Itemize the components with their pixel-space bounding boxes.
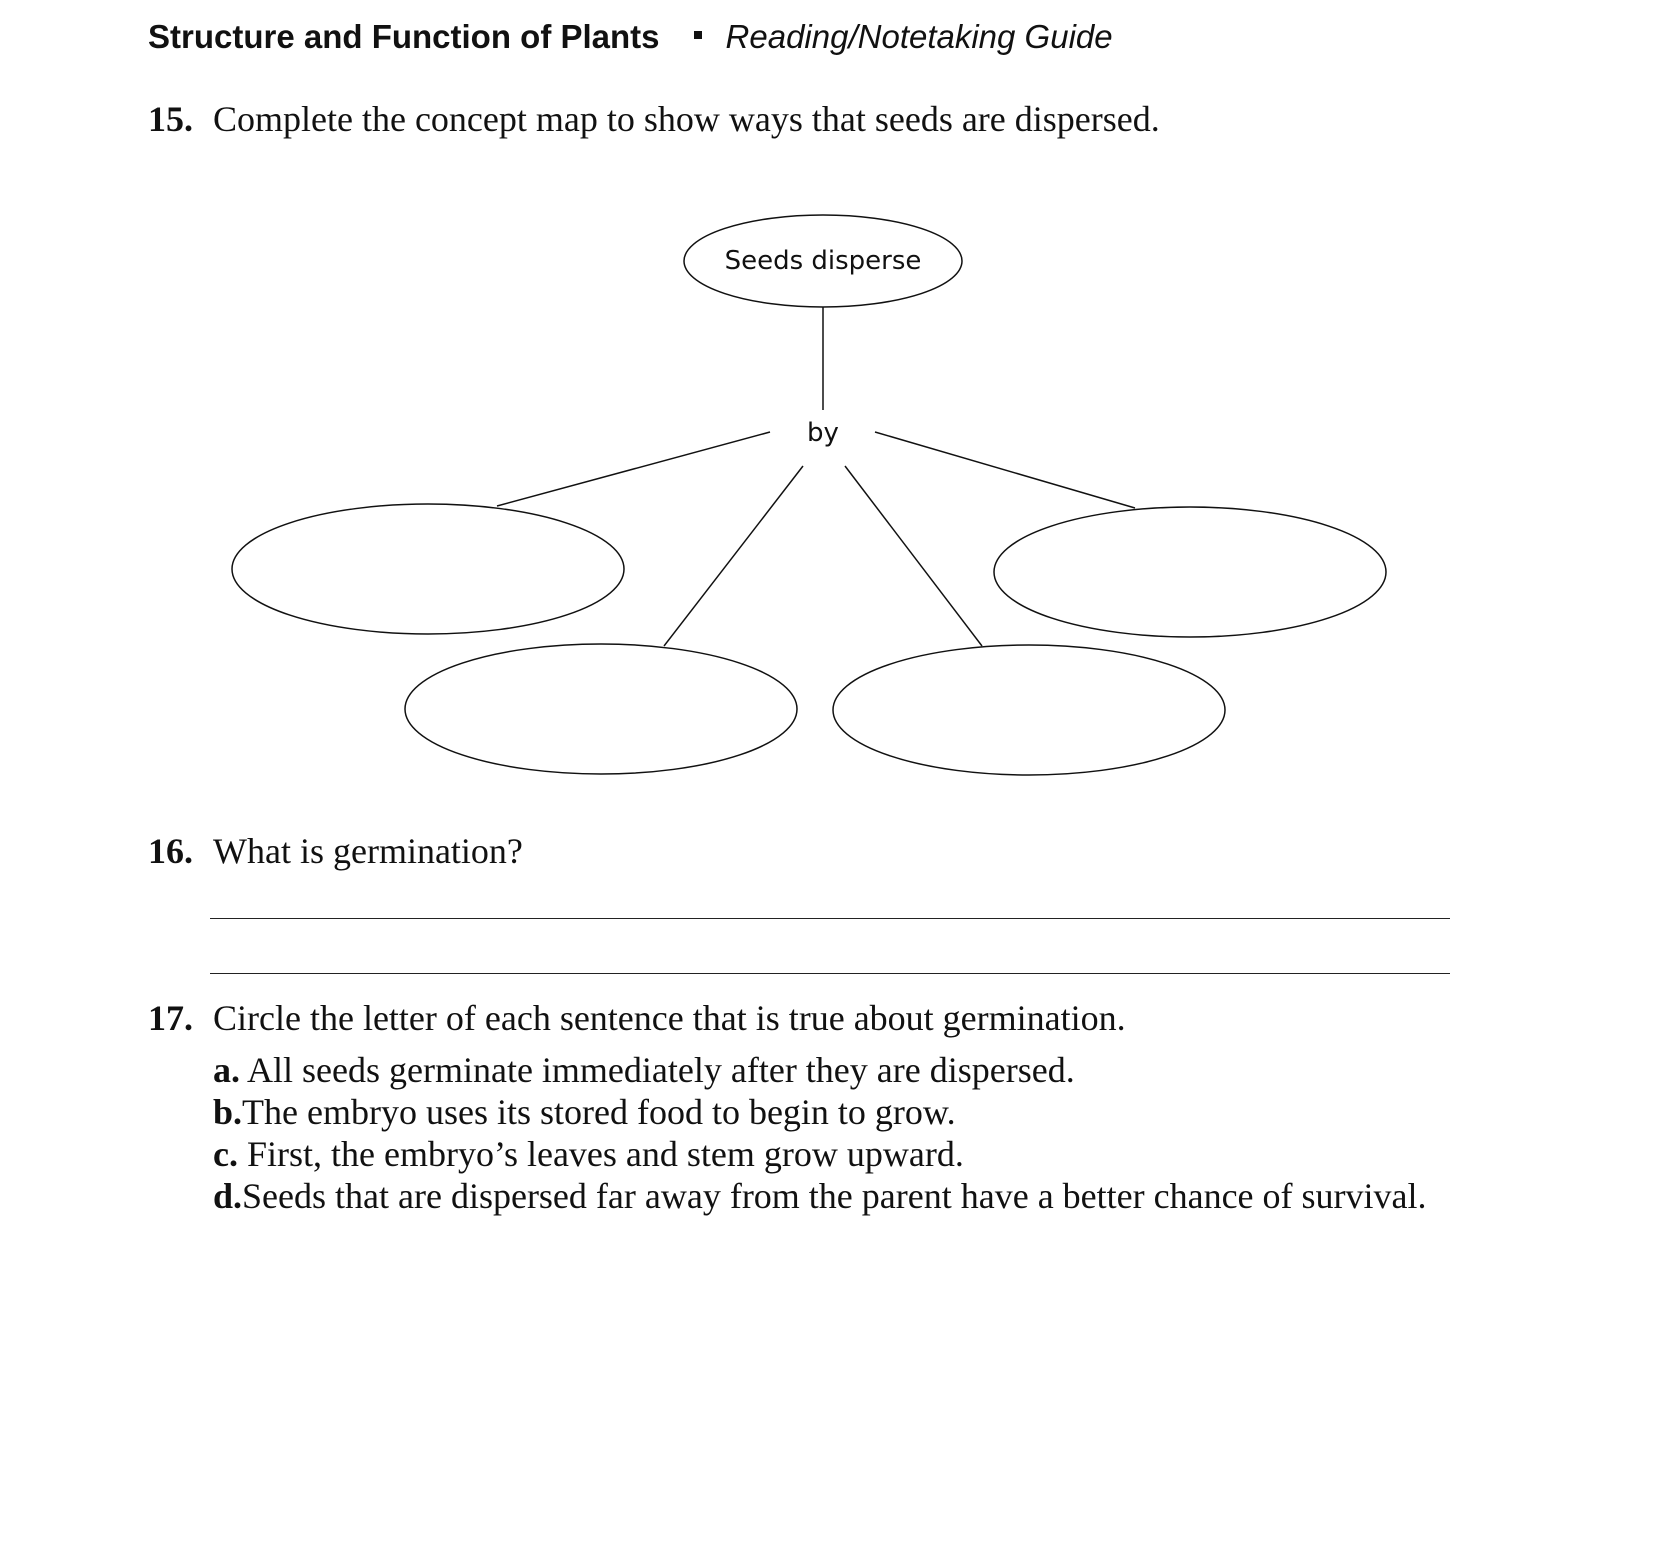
option-text-b: The embryo uses its stored food to begin to grow. bbox=[242, 1092, 956, 1132]
option-text-a: All seeds germinate immediately after they are dispersed. bbox=[247, 1050, 1075, 1090]
connector-line-far-left bbox=[497, 432, 770, 506]
link-label-by: by bbox=[807, 418, 839, 448]
answer-line-2[interactable] bbox=[210, 973, 1450, 974]
blank-node-4[interactable] bbox=[833, 645, 1225, 775]
connector-line-near-left bbox=[664, 466, 803, 646]
option-text-d: Seeds that are dispersed far away from the parent have a better chance of survival. bbox=[242, 1176, 1427, 1216]
connector-line-far-right bbox=[875, 432, 1135, 508]
blank-node-3[interactable] bbox=[405, 644, 797, 774]
option-d bbox=[213, 1175, 1427, 1217]
question-17 bbox=[148, 997, 1126, 1039]
option-letter-c[interactable]: c. bbox=[213, 1134, 238, 1174]
question-text: Complete the concept map to show ways that seeds are dispersed. bbox=[213, 99, 1160, 139]
connector-line-near-right bbox=[845, 466, 982, 646]
page-title: Structure and Function of Plants bbox=[148, 18, 660, 55]
concept-node-center-label: Seeds disperse bbox=[724, 246, 922, 276]
option-a bbox=[213, 1049, 1075, 1091]
question-number: 16. bbox=[148, 831, 193, 871]
blank-node-1[interactable] bbox=[232, 504, 624, 634]
option-letter-d[interactable]: d. bbox=[213, 1176, 243, 1216]
question-text: What is germination? bbox=[213, 831, 523, 871]
question-number: 17. bbox=[148, 998, 193, 1038]
option-text-c: First, the embryo’s leaves and stem grow upward. bbox=[246, 1134, 964, 1174]
option-c bbox=[213, 1133, 964, 1175]
answer-line-1[interactable] bbox=[210, 918, 1450, 919]
option-letter-b[interactable]: b. bbox=[213, 1092, 243, 1132]
page-subtitle: Reading/Notetaking Guide bbox=[725, 18, 1113, 55]
question-number: 15. bbox=[148, 99, 193, 139]
question-text: Circle the letter of each sentence that is true about germination. bbox=[213, 998, 1126, 1038]
question-16 bbox=[148, 830, 523, 872]
option-b bbox=[213, 1091, 956, 1133]
option-letter-a[interactable]: a. bbox=[213, 1050, 240, 1090]
blank-node-2[interactable] bbox=[994, 507, 1386, 637]
